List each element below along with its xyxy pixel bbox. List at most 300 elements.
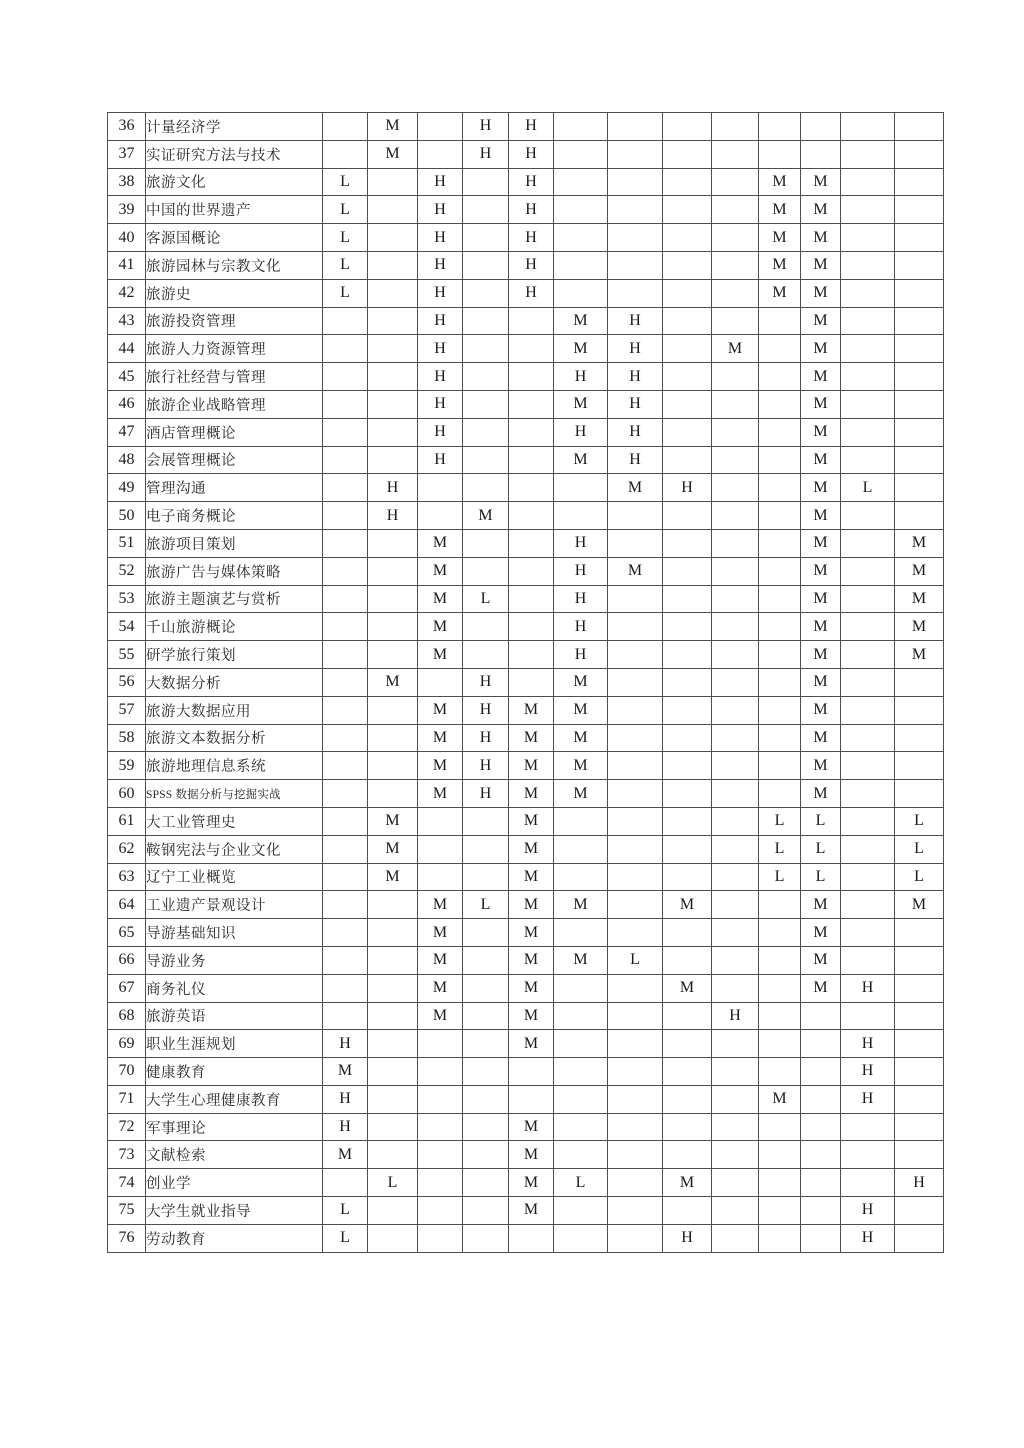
grade-cell: M xyxy=(418,780,463,808)
grade-cell xyxy=(418,835,463,863)
grade-cell xyxy=(895,752,944,780)
grade-cell xyxy=(463,251,509,279)
grade-cell: M xyxy=(554,446,608,474)
grade-cell xyxy=(463,1030,509,1058)
table-row xyxy=(108,557,944,585)
grade-cell: M xyxy=(759,1085,801,1113)
grade-cell: M xyxy=(509,891,554,919)
grade-cell: M xyxy=(509,1197,554,1225)
row-number-cell: 74 xyxy=(108,1169,146,1197)
course-name-cell: 会展管理概论 xyxy=(146,446,323,474)
grade-cell: M xyxy=(759,251,801,279)
grade-cell xyxy=(608,1058,663,1086)
grade-cell xyxy=(418,1113,463,1141)
table-row xyxy=(108,502,944,530)
grade-cell xyxy=(663,224,712,252)
row-number-cell: 72 xyxy=(108,1113,146,1141)
grade-cell xyxy=(663,251,712,279)
grade-cell xyxy=(895,279,944,307)
row-number-cell: 59 xyxy=(108,752,146,780)
grade-cell: M xyxy=(554,335,608,363)
grade-cell xyxy=(554,140,608,168)
course-name-cell: 大数据分析 xyxy=(146,668,323,696)
course-name-cell: 管理沟通 xyxy=(146,474,323,502)
grade-cell: L xyxy=(463,585,509,613)
grade-cell xyxy=(608,502,663,530)
grade-cell: H xyxy=(418,224,463,252)
grade-cell: M xyxy=(509,1169,554,1197)
row-number-cell: 37 xyxy=(108,140,146,168)
grade-cell xyxy=(463,1169,509,1197)
table-row xyxy=(108,724,944,752)
grade-cell: H xyxy=(554,557,608,585)
grade-cell xyxy=(554,919,608,947)
grade-cell xyxy=(554,1141,608,1169)
grade-cell xyxy=(759,585,801,613)
grade-cell xyxy=(463,641,509,669)
grade-cell xyxy=(663,1058,712,1086)
grade-cell xyxy=(608,1002,663,1030)
grade-cell xyxy=(509,1085,554,1113)
grade-cell: M xyxy=(895,557,944,585)
row-number-cell: 71 xyxy=(108,1085,146,1113)
course-name-cell: 中国的世界遗产 xyxy=(146,196,323,224)
grade-cell xyxy=(608,863,663,891)
grade-cell: H xyxy=(712,1002,759,1030)
grade-cell xyxy=(841,891,895,919)
grade-cell xyxy=(801,1030,841,1058)
grade-cell xyxy=(712,113,759,141)
grade-cell: M xyxy=(509,1141,554,1169)
grade-cell xyxy=(554,251,608,279)
course-name-cell: 大学生心理健康教育 xyxy=(146,1085,323,1113)
row-number-cell: 70 xyxy=(108,1058,146,1086)
course-name-cell: 计量经济学 xyxy=(146,113,323,141)
row-number-cell: 60 xyxy=(108,780,146,808)
grade-cell xyxy=(663,807,712,835)
grade-cell xyxy=(368,307,418,335)
row-number-cell: 64 xyxy=(108,891,146,919)
grade-cell xyxy=(509,1058,554,1086)
grade-cell: H xyxy=(418,390,463,418)
grade-cell xyxy=(368,1058,418,1086)
grade-cell xyxy=(663,780,712,808)
grade-cell: L xyxy=(323,251,368,279)
grade-cell xyxy=(323,529,368,557)
grade-cell: M xyxy=(801,780,841,808)
grade-cell xyxy=(841,1002,895,1030)
grade-cell: H xyxy=(608,446,663,474)
grade-cell: H xyxy=(323,1085,368,1113)
grade-cell xyxy=(759,724,801,752)
grade-cell: M xyxy=(801,529,841,557)
grade-cell xyxy=(712,780,759,808)
row-number-cell: 45 xyxy=(108,363,146,391)
grade-cell xyxy=(841,919,895,947)
course-name-cell: 辽宁工业概览 xyxy=(146,863,323,891)
row-number-cell: 50 xyxy=(108,502,146,530)
grade-cell xyxy=(801,1141,841,1169)
grade-cell xyxy=(418,807,463,835)
grade-cell xyxy=(663,1197,712,1225)
table-row xyxy=(108,279,944,307)
grade-cell: L xyxy=(323,279,368,307)
grade-cell xyxy=(663,835,712,863)
grade-cell xyxy=(608,529,663,557)
grade-cell xyxy=(712,752,759,780)
row-number-cell: 53 xyxy=(108,585,146,613)
grade-cell xyxy=(509,668,554,696)
grade-cell xyxy=(663,752,712,780)
grade-cell xyxy=(323,335,368,363)
grade-cell xyxy=(368,641,418,669)
grade-cell: L xyxy=(801,835,841,863)
grade-cell xyxy=(841,641,895,669)
grade-cell xyxy=(759,1030,801,1058)
grade-cell xyxy=(759,946,801,974)
grade-cell: H xyxy=(608,335,663,363)
grade-cell xyxy=(368,418,418,446)
grade-cell xyxy=(368,946,418,974)
grade-cell xyxy=(712,613,759,641)
grade-cell xyxy=(608,668,663,696)
table-row xyxy=(108,696,944,724)
grade-cell xyxy=(608,1197,663,1225)
grade-cell: M xyxy=(712,335,759,363)
course-name-cell: 创业学 xyxy=(146,1169,323,1197)
course-name-cell: 工业遗产景观设计 xyxy=(146,891,323,919)
grade-cell: M xyxy=(418,891,463,919)
table-row xyxy=(108,807,944,835)
row-number-cell: 68 xyxy=(108,1002,146,1030)
grade-cell xyxy=(608,224,663,252)
grade-cell: M xyxy=(608,557,663,585)
table-row xyxy=(108,1002,944,1030)
course-name-cell: 旅游文本数据分析 xyxy=(146,724,323,752)
grade-cell: H xyxy=(608,307,663,335)
grade-cell xyxy=(554,1002,608,1030)
grade-cell: M xyxy=(801,752,841,780)
grade-cell xyxy=(895,390,944,418)
table-row xyxy=(108,418,944,446)
grade-cell xyxy=(801,1058,841,1086)
grade-cell: M xyxy=(323,1141,368,1169)
grade-cell: H xyxy=(509,224,554,252)
grade-cell: L xyxy=(759,807,801,835)
grade-cell: M xyxy=(323,1058,368,1086)
table-row xyxy=(108,1141,944,1169)
grade-cell xyxy=(895,113,944,141)
grade-cell xyxy=(463,1058,509,1086)
table-row xyxy=(108,835,944,863)
grade-cell: M xyxy=(801,668,841,696)
grade-cell: L xyxy=(841,474,895,502)
grade-cell xyxy=(712,140,759,168)
table-row xyxy=(108,919,944,947)
row-number-cell: 57 xyxy=(108,696,146,724)
grade-cell xyxy=(554,113,608,141)
grade-cell: M xyxy=(554,891,608,919)
course-name-cell: 鞍钢宪法与企业文化 xyxy=(146,835,323,863)
grade-cell xyxy=(554,1113,608,1141)
grade-cell xyxy=(368,224,418,252)
grade-cell xyxy=(759,641,801,669)
table-row xyxy=(108,1058,944,1086)
grade-cell xyxy=(368,780,418,808)
grade-cell xyxy=(712,1197,759,1225)
table-row xyxy=(108,668,944,696)
grade-cell xyxy=(712,863,759,891)
grade-cell xyxy=(608,585,663,613)
grade-cell xyxy=(463,224,509,252)
grade-cell xyxy=(895,502,944,530)
grade-cell: H xyxy=(463,696,509,724)
course-name-cell: 旅游史 xyxy=(146,279,323,307)
grade-cell: M xyxy=(509,946,554,974)
grade-cell: H xyxy=(463,724,509,752)
grade-cell xyxy=(712,196,759,224)
grade-cell xyxy=(323,502,368,530)
grade-cell xyxy=(663,1002,712,1030)
table-row xyxy=(108,1030,944,1058)
grade-cell: L xyxy=(801,807,841,835)
grade-cell xyxy=(323,113,368,141)
grade-cell xyxy=(509,474,554,502)
grade-cell: M xyxy=(418,974,463,1002)
grade-cell xyxy=(712,1085,759,1113)
grade-cell xyxy=(608,613,663,641)
grade-cell: M xyxy=(801,418,841,446)
table-row xyxy=(108,641,944,669)
grade-cell xyxy=(323,1002,368,1030)
grade-cell: H xyxy=(509,113,554,141)
grade-cell xyxy=(841,502,895,530)
grade-cell: H xyxy=(841,1224,895,1252)
grade-cell xyxy=(608,140,663,168)
grade-cell: M xyxy=(759,224,801,252)
grade-cell: H xyxy=(323,1113,368,1141)
grade-cell: M xyxy=(801,919,841,947)
grade-cell xyxy=(608,780,663,808)
grade-cell: H xyxy=(554,613,608,641)
grade-cell xyxy=(759,1197,801,1225)
grade-cell: M xyxy=(759,168,801,196)
grade-cell xyxy=(841,335,895,363)
table-row xyxy=(108,251,944,279)
grade-cell xyxy=(509,502,554,530)
grade-cell: L xyxy=(895,863,944,891)
grade-cell xyxy=(759,1058,801,1086)
grade-cell: M xyxy=(554,696,608,724)
grade-cell xyxy=(895,474,944,502)
grade-cell xyxy=(368,557,418,585)
grade-cell xyxy=(323,446,368,474)
grade-cell xyxy=(463,529,509,557)
grade-cell xyxy=(368,752,418,780)
grade-cell xyxy=(841,668,895,696)
grade-cell: M xyxy=(663,1169,712,1197)
row-number-cell: 40 xyxy=(108,224,146,252)
grade-cell xyxy=(841,557,895,585)
grade-cell: H xyxy=(323,1030,368,1058)
grade-cell xyxy=(759,529,801,557)
table-row xyxy=(108,891,944,919)
grade-cell xyxy=(554,807,608,835)
row-number-cell: 43 xyxy=(108,307,146,335)
table-body xyxy=(108,113,944,1253)
grade-cell: H xyxy=(509,168,554,196)
grade-cell: H xyxy=(554,641,608,669)
grade-cell xyxy=(509,1224,554,1252)
course-name-cell: 旅游企业战略管理 xyxy=(146,390,323,418)
grade-cell xyxy=(663,529,712,557)
grade-cell xyxy=(712,279,759,307)
grade-cell xyxy=(554,196,608,224)
grade-cell: M xyxy=(895,585,944,613)
grade-cell: M xyxy=(509,696,554,724)
grade-cell xyxy=(554,279,608,307)
grade-cell xyxy=(895,780,944,808)
grade-cell: M xyxy=(895,891,944,919)
course-name-cell: 导游基础知识 xyxy=(146,919,323,947)
grade-cell xyxy=(463,168,509,196)
grade-cell: H xyxy=(608,418,663,446)
grade-cell: H xyxy=(841,974,895,1002)
table-row xyxy=(108,363,944,391)
course-grade-table xyxy=(107,112,944,1253)
grade-cell xyxy=(895,224,944,252)
grade-cell xyxy=(663,919,712,947)
grade-cell xyxy=(663,390,712,418)
grade-cell xyxy=(841,1141,895,1169)
grade-cell xyxy=(895,140,944,168)
grade-cell: M xyxy=(801,557,841,585)
course-name-cell: 军事理论 xyxy=(146,1113,323,1141)
grade-cell xyxy=(323,474,368,502)
grade-cell xyxy=(368,1197,418,1225)
grade-cell xyxy=(418,1141,463,1169)
grade-cell: H xyxy=(554,363,608,391)
grade-cell xyxy=(841,696,895,724)
grade-cell xyxy=(608,1030,663,1058)
grade-cell xyxy=(801,1224,841,1252)
grade-cell xyxy=(323,613,368,641)
grade-cell xyxy=(712,1224,759,1252)
grade-cell: M xyxy=(801,891,841,919)
grade-cell xyxy=(368,891,418,919)
grade-cell xyxy=(712,1030,759,1058)
row-number-cell: 36 xyxy=(108,113,146,141)
course-name-cell: 旅游园林与宗教文化 xyxy=(146,251,323,279)
grade-cell: H xyxy=(608,363,663,391)
course-name-cell: 旅游地理信息系统 xyxy=(146,752,323,780)
grade-cell: M xyxy=(418,752,463,780)
grade-cell xyxy=(368,529,418,557)
grade-cell xyxy=(841,113,895,141)
grade-cell xyxy=(712,307,759,335)
grade-cell xyxy=(895,1085,944,1113)
grade-cell xyxy=(463,1085,509,1113)
course-name-cell: 旅游文化 xyxy=(146,168,323,196)
grade-cell xyxy=(841,1169,895,1197)
grade-cell xyxy=(368,1224,418,1252)
grade-cell xyxy=(895,335,944,363)
table-row xyxy=(108,1169,944,1197)
grade-cell xyxy=(608,974,663,1002)
grade-cell xyxy=(463,1141,509,1169)
grade-cell: H xyxy=(841,1197,895,1225)
course-name-cell: 大学生就业指导 xyxy=(146,1197,323,1225)
grade-cell xyxy=(895,1224,944,1252)
grade-cell xyxy=(463,363,509,391)
grade-cell xyxy=(759,1169,801,1197)
grade-cell xyxy=(463,946,509,974)
grade-cell xyxy=(801,1085,841,1113)
grade-cell: M xyxy=(801,196,841,224)
grade-cell: H xyxy=(418,279,463,307)
row-number-cell: 76 xyxy=(108,1224,146,1252)
grade-cell: M xyxy=(418,641,463,669)
grade-cell xyxy=(418,1224,463,1252)
grade-cell xyxy=(509,613,554,641)
grade-cell xyxy=(841,279,895,307)
course-name-cell: 职业生涯规划 xyxy=(146,1030,323,1058)
grade-cell xyxy=(841,863,895,891)
grade-cell xyxy=(759,113,801,141)
table-row xyxy=(108,1224,944,1252)
grade-cell: M xyxy=(368,140,418,168)
grade-cell xyxy=(323,891,368,919)
grade-cell: M xyxy=(801,224,841,252)
table-row xyxy=(108,113,944,141)
grade-cell: M xyxy=(801,251,841,279)
grade-cell xyxy=(368,168,418,196)
grade-cell: M xyxy=(463,502,509,530)
grade-cell: M xyxy=(509,863,554,891)
table-row xyxy=(108,585,944,613)
course-name-cell: 大工业管理史 xyxy=(146,807,323,835)
grade-cell xyxy=(418,113,463,141)
grade-cell xyxy=(368,335,418,363)
grade-cell xyxy=(463,1224,509,1252)
row-number-cell: 41 xyxy=(108,251,146,279)
grade-cell xyxy=(463,1002,509,1030)
grade-cell xyxy=(463,1113,509,1141)
grade-cell: M xyxy=(801,335,841,363)
course-name-cell: 旅游英语 xyxy=(146,1002,323,1030)
grade-cell: M xyxy=(801,474,841,502)
grade-cell xyxy=(841,418,895,446)
grade-cell xyxy=(801,1002,841,1030)
grade-cell xyxy=(554,863,608,891)
grade-cell xyxy=(323,1169,368,1197)
grade-cell xyxy=(712,641,759,669)
grade-cell xyxy=(323,418,368,446)
grade-cell xyxy=(663,335,712,363)
grade-cell xyxy=(509,363,554,391)
grade-cell xyxy=(712,529,759,557)
row-number-cell: 42 xyxy=(108,279,146,307)
grade-cell: M xyxy=(895,641,944,669)
table-row xyxy=(108,752,944,780)
grade-cell xyxy=(463,279,509,307)
grade-cell: H xyxy=(418,418,463,446)
table-row xyxy=(108,946,944,974)
grade-cell: M xyxy=(801,446,841,474)
grade-cell xyxy=(463,919,509,947)
grade-cell: M xyxy=(554,752,608,780)
grade-cell: H xyxy=(663,1224,712,1252)
